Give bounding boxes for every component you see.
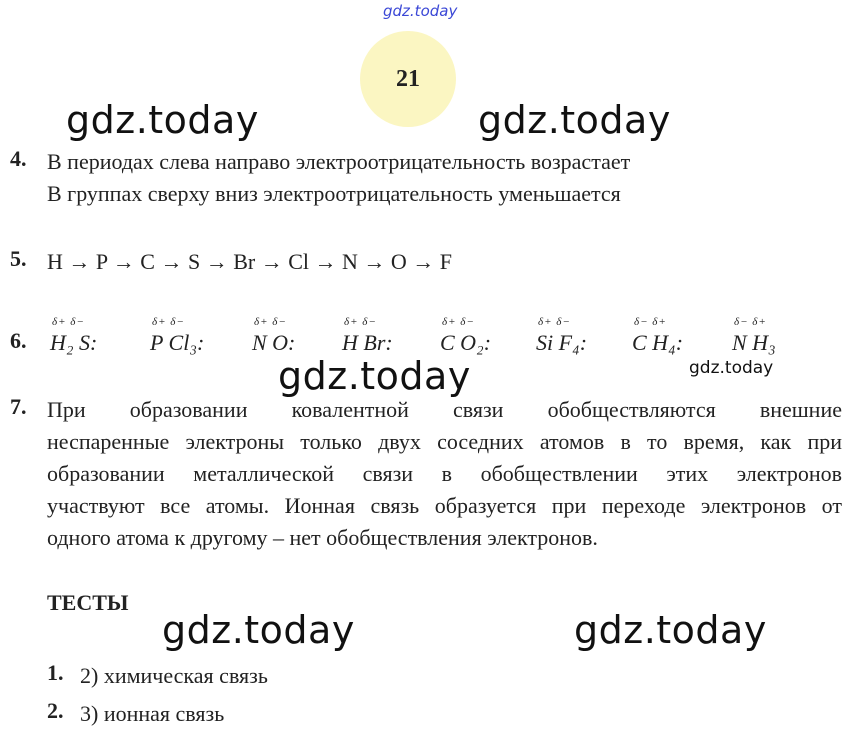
formula-ch4: [632, 316, 684, 356]
watermark-mid-small: gdz.today: [689, 358, 774, 378]
formula-h2s: [50, 316, 98, 356]
watermark-mid: gdz.today: [278, 354, 471, 398]
formula-pcl3: [150, 316, 205, 356]
formula-charges: δ+ δ−: [344, 316, 377, 328]
formula-label: C O₂:: [440, 330, 492, 355]
page-number: 21: [396, 65, 420, 92]
formula-label: N H₃: [732, 330, 776, 355]
item-4-line-1: В периодах слева направо электроотрицательность возрастает: [47, 149, 631, 174]
formula-label: H₂ S:: [50, 330, 98, 355]
watermark-top: gdz.today: [383, 2, 458, 20]
formula-no: [252, 316, 296, 356]
item-7-number: 7.: [10, 394, 27, 419]
item-5-number: 5.: [10, 246, 27, 271]
item-5-sequence: H → P → C → S → Br → Cl → N → O → F: [47, 249, 453, 274]
formula-label: N O:: [252, 330, 296, 355]
formula-charges: δ+ δ−: [442, 316, 475, 328]
formula-co2: [440, 316, 492, 356]
watermark-bottom-left: gdz.today: [162, 608, 355, 652]
formula-label: C H₄:: [632, 330, 684, 355]
item-7-line: одного атома к другому – нет обобществления электронов.: [47, 525, 598, 550]
formula-charges: δ+ δ−: [152, 316, 185, 328]
formula-label: Si F₄:: [536, 330, 588, 355]
formula-charges: δ+ δ−: [254, 316, 287, 328]
item-7-paragraph: [47, 394, 842, 554]
formula-label: H Br:: [342, 330, 393, 355]
formula-charges: δ+ δ−: [52, 316, 85, 328]
formula-charges: δ− δ+: [634, 316, 667, 328]
test-2-number: 2.: [47, 698, 64, 723]
formula-charges: δ+ δ−: [538, 316, 571, 328]
formula-label: P Cl₃:: [150, 330, 205, 355]
item-7-line: участвуют все атомы. Ионная связь образуется при переходе электронов от: [47, 493, 842, 518]
test-2-answer: 3) ионная связь: [80, 701, 225, 726]
formula-charges: δ− δ+: [734, 316, 767, 328]
test-1-number: 1.: [47, 660, 64, 685]
watermark-row1-right: gdz.today: [478, 98, 671, 142]
watermark-row1-left: gdz.today: [66, 98, 259, 142]
formula-sif4: [536, 316, 588, 356]
page-number-badge: [360, 31, 456, 127]
test-1-answer: 2) химическая связь: [80, 663, 268, 688]
watermark-bottom-right: gdz.today: [574, 608, 767, 652]
item-7-line: неспаренные электроны только двух соседних атомов в то время, как при: [47, 429, 842, 454]
tests-heading: ТЕСТЫ: [47, 590, 129, 615]
formula-nh3: [732, 316, 776, 356]
item-4-line-2: В группах сверху вниз электроотрицательность уменьшается: [47, 181, 621, 206]
item-7-line: При образовании ковалентной связи обобществляются внешние: [47, 397, 842, 422]
formula-hbr: [342, 316, 393, 356]
item-6-number: 6.: [10, 328, 27, 353]
item-7-line: образовании металлической связи в обобществлении этих электронов: [47, 461, 842, 486]
item-4-number: 4.: [10, 146, 27, 171]
